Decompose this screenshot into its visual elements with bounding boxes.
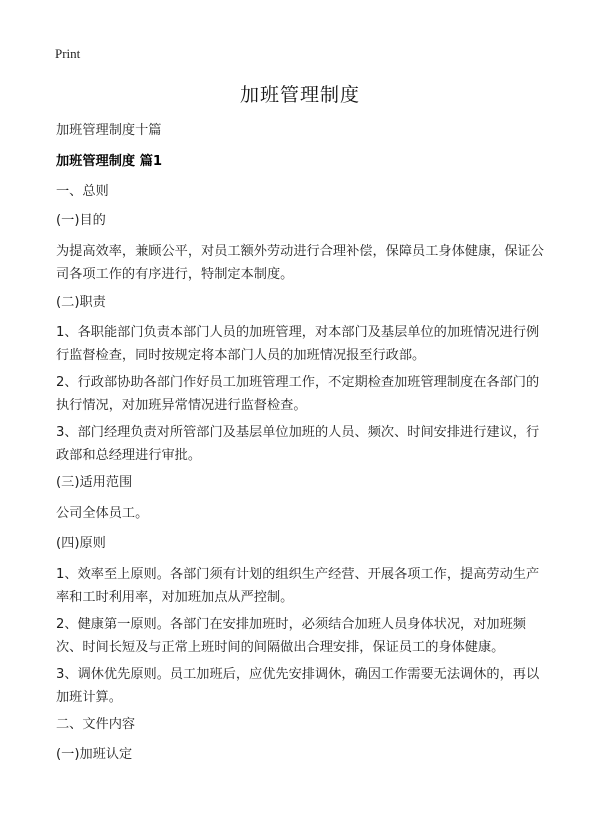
print-link[interactable]: Print — [55, 46, 81, 61]
paragraph-principle-3: 3、调休优先原则。员工加班后，应优先安排调休，确因工作需要无法调休的，再以加班计算。 — [56, 667, 540, 705]
paragraph-scope: 公司全体员工。 — [56, 506, 149, 521]
document-title: 加班管理制度 — [239, 84, 360, 106]
section-heading: 加班管理制度 篇1 — [56, 154, 163, 169]
subheading-scope: (三)适用范围 — [56, 475, 133, 490]
document-subtitle: 加班管理制度十篇 — [56, 123, 162, 138]
heading-general: 一、总则 — [56, 184, 109, 199]
paragraph-duty-2: 2、行政部协助各部门作好员工加班管理工作，不定期检查加班管理制度在各部门的执行情况，对加班异常情况进行监督检查。 — [56, 375, 540, 413]
paragraph-purpose: 为提高效率，兼顾公平，对员工额外劳动进行合理补偿，保障员工身体健康，保证公司各项工作的有序进行，特制定本制度。 — [56, 244, 544, 282]
paragraph-principle-2: 2、健康第一原则。各部门在安排加班时，必须结合加班人员身体状况，对加班频次、时间长短及与正常上班时间的间隔做出合理安排，保证员工的身体健康。 — [56, 617, 526, 655]
subheading-overtime-recognition: (一)加班认定 — [56, 747, 133, 762]
subheading-duties: (二)职责 — [56, 295, 106, 310]
paragraph-duty-3: 3、部门经理负责对所管部门及基层单位加班的人员、频次、时间安排进行建议，行政部和总经理进行审批。 — [56, 425, 540, 463]
subheading-purpose: (一)目的 — [56, 213, 106, 228]
subheading-principles: (四)原则 — [56, 536, 106, 551]
heading-file-content: 二、文件内容 — [56, 717, 136, 732]
paragraph-duty-1: 1、各职能部门负责本部门人员的加班管理，对本部门及基层单位的加班情况进行例行监督检查，同时按规定将本部门人员的加班情况报至行政部。 — [56, 325, 540, 363]
paragraph-principle-1: 1、效率至上原则。各部门须有计划的组织生产经营、开展各项工作，提高劳动生产率和工时利用率，对加班加点从严控制。 — [56, 567, 540, 605]
